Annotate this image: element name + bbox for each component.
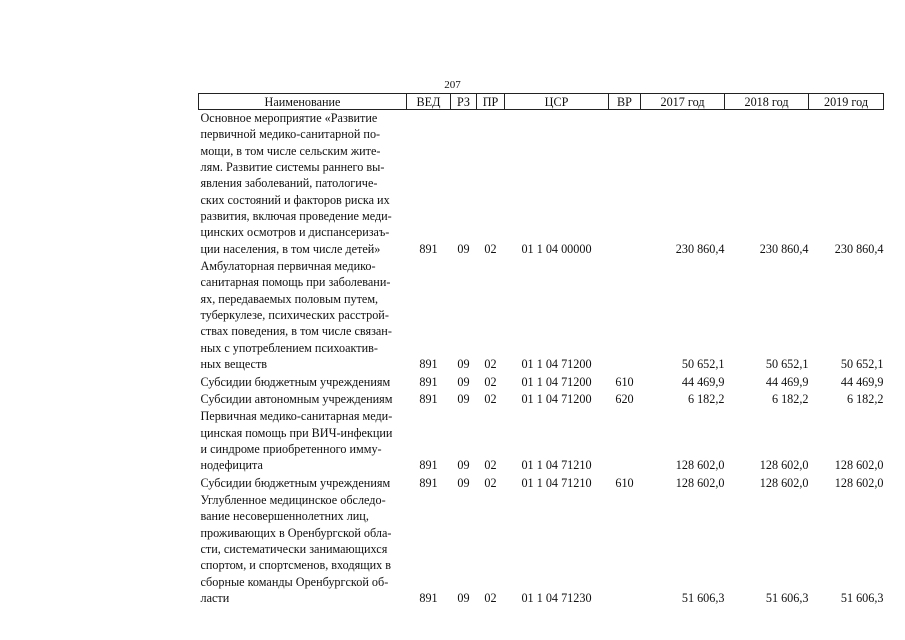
row-name: [199, 110, 407, 259]
row-name-line: явления заболеваний, патологиче-: [200, 176, 378, 191]
row-rz: 09: [457, 357, 470, 372]
row-2017: 128 602,0: [675, 458, 725, 473]
row-csr: 01 1 04 71200: [521, 357, 592, 372]
table-row: [199, 258, 884, 373]
row-csr: 01 1 04 71210: [521, 458, 592, 473]
row-name-line: Углубленное медицинское обследо-: [200, 492, 386, 507]
row-2018: 44 469,9: [765, 374, 809, 389]
header-2017: 2017 год: [641, 94, 725, 110]
header-vr: ВР: [609, 94, 641, 110]
row-name-line: спортом, и спортсменов, входящих в: [200, 558, 392, 573]
header-2019: 2019 год: [809, 94, 884, 110]
row-2018: 230 860,4: [759, 241, 809, 256]
row-name-line: сти, систематически занимающихся: [200, 541, 388, 556]
row-name-line: мощи, в том числе сельским жите-: [200, 143, 381, 158]
row-name-line: цинская помощь при ВИЧ-инфекции: [200, 425, 393, 440]
row-name-line: санитарная помощь при заболевани-: [200, 275, 391, 290]
row-rz: 09: [457, 590, 470, 605]
row-pr: 02: [484, 590, 497, 605]
table-row: [199, 110, 884, 259]
row-pr: 02: [484, 475, 497, 490]
row-vr: [609, 110, 641, 259]
row-rz: 09: [457, 475, 470, 490]
row-2019: 128 602,0: [834, 475, 884, 490]
row-vr: [609, 492, 641, 607]
row-2018: 6 182,2: [771, 391, 809, 406]
row-name: [199, 374, 407, 391]
row-vr: [609, 258, 641, 373]
row-csr: 01 1 04 71210: [521, 475, 592, 490]
row-2018: 128 602,0: [759, 475, 809, 490]
row-name: [199, 258, 407, 373]
row-2017: 44 469,9: [681, 374, 725, 389]
table-row: [199, 492, 884, 607]
row-2017: 128 602,0: [675, 475, 725, 490]
row-name: [199, 475, 407, 492]
row-vr: 620: [615, 391, 634, 406]
row-name-line: сборные команды Оренбургской об-: [200, 574, 389, 589]
row-name-line: первичной медико-санитарной по-: [200, 127, 381, 142]
row-2019: 128 602,0: [834, 458, 884, 473]
row-csr: 01 1 04 71200: [521, 391, 592, 406]
row-rz: 09: [457, 458, 470, 473]
row-name-line: туберкулезе, психических расстрой-: [200, 308, 389, 323]
row-2019: 6 182,2: [846, 391, 884, 406]
row-name-line: ции населения, в том числе детей»: [200, 241, 381, 256]
row-pr: 02: [484, 458, 497, 473]
row-2019: 50 652,1: [840, 357, 884, 372]
table-row: [199, 374, 884, 391]
row-ved: 891: [419, 374, 438, 389]
row-name-line: цинских осмотров и диспансеризаъ-: [200, 225, 390, 240]
row-2019: 44 469,9: [840, 374, 884, 389]
row-ved: 891: [419, 590, 438, 605]
row-name-line: и синдроме приобретенного имму-: [200, 441, 382, 456]
row-2019: 230 860,4: [834, 241, 884, 256]
row-name-line: лям. Развитие системы раннего вы-: [200, 160, 385, 175]
header-2018: 2018 год: [725, 94, 809, 110]
row-name-line: Субсидии автономным учреждениям: [200, 391, 393, 406]
header-csr: ЦСР: [505, 94, 609, 110]
table-header-row: [199, 94, 884, 110]
row-name: [199, 492, 407, 607]
row-name-line: Основное мероприятие «Развитие: [200, 111, 378, 125]
row-rz: 09: [457, 241, 470, 256]
row-name: [199, 391, 407, 408]
header-ved: ВЕД: [407, 94, 451, 110]
table-row: [199, 391, 884, 408]
row-name-line: ласти: [200, 590, 230, 605]
row-rz: 09: [457, 391, 470, 406]
row-name-line: проживающих в Оренбургской обла-: [200, 525, 392, 540]
row-ved: 891: [419, 391, 438, 406]
row-vr: 610: [615, 475, 634, 490]
row-pr: 02: [484, 241, 497, 256]
row-2017: 51 606,3: [681, 590, 725, 605]
row-name-line: развития, включая проведение меди-: [200, 209, 392, 224]
row-ved: 891: [419, 357, 438, 372]
row-vr: 610: [615, 374, 634, 389]
row-name-line: Субсидии бюджетным учреждениям: [200, 475, 391, 490]
table-row: [199, 408, 884, 474]
row-name-line: Амбулаторная первичная медико-: [200, 259, 376, 274]
row-name-line: нодефицита: [200, 458, 263, 473]
row-ved: 891: [419, 241, 438, 256]
row-csr: 01 1 04 71230: [521, 590, 592, 605]
row-rz: 09: [457, 374, 470, 389]
row-ved: 891: [419, 458, 438, 473]
row-2018: 128 602,0: [759, 458, 809, 473]
budget-table: [198, 93, 884, 607]
page-number: 207: [444, 79, 461, 91]
row-2017: 50 652,1: [681, 357, 725, 372]
row-2018: 51 606,3: [765, 590, 809, 605]
row-name-line: ных веществ: [200, 357, 268, 372]
row-2018: 50 652,1: [765, 357, 809, 372]
row-csr: 01 1 04 71200: [521, 374, 592, 389]
row-csr: 01 1 04 00000: [521, 241, 592, 256]
table-body: [199, 110, 884, 608]
row-2017: 230 860,4: [675, 241, 725, 256]
row-name-line: ствах поведения, в том числе связан-: [200, 324, 392, 339]
row-pr: 02: [484, 391, 497, 406]
row-name-line: Субсидии бюджетным учреждениям: [200, 374, 391, 389]
row-ved: 891: [419, 475, 438, 490]
row-name-line: ных с употреблением психоактив-: [200, 340, 378, 355]
row-pr: 02: [484, 374, 497, 389]
row-pr: 02: [484, 357, 497, 372]
row-name-line: вание несовершеннолетних лиц,: [200, 509, 369, 524]
header-name: Наименование: [199, 94, 407, 110]
header-rz: РЗ: [451, 94, 477, 110]
row-name: [199, 408, 407, 474]
row-name-line: ских состояний и факторов риска их: [200, 192, 390, 207]
header-pr: ПР: [477, 94, 505, 110]
row-name-line: ях, передаваемых половым путем,: [200, 291, 379, 306]
row-vr: [609, 408, 641, 474]
row-2017: 6 182,2: [687, 391, 725, 406]
row-name-line: Первичная медико-санитарная меди-: [200, 409, 393, 424]
row-2019: 51 606,3: [840, 590, 884, 605]
table-row: [199, 475, 884, 492]
